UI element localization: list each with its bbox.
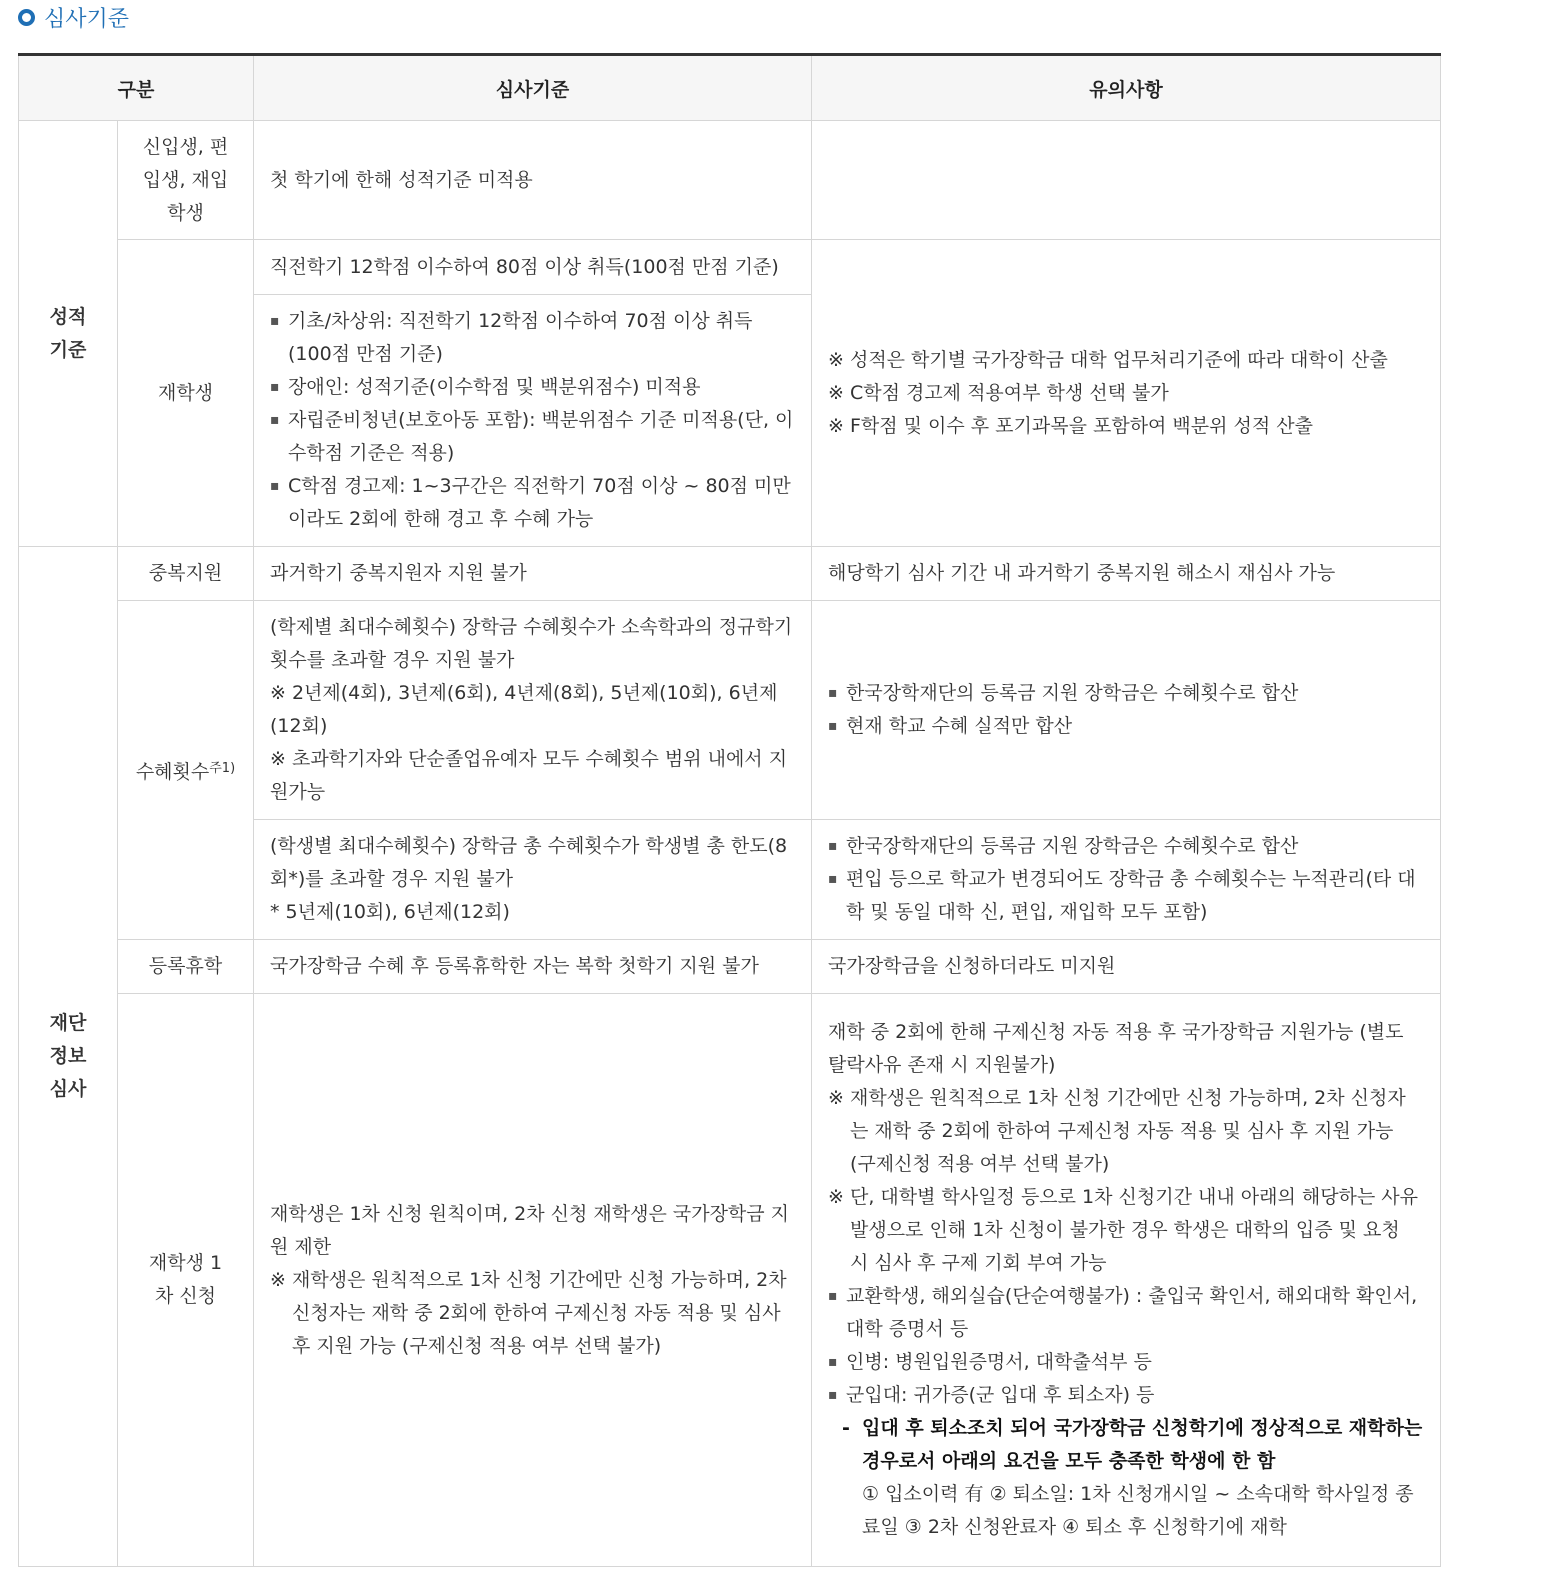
- sub-label: 신입생, 편입생, 재입학생: [142, 135, 229, 224]
- table-header-row: [19, 55, 1441, 121]
- bullet-ring-icon: [18, 9, 35, 26]
- sub-freshmen: [118, 121, 254, 240]
- list-item: ▪ C학점 경고제: 1~3구간은 직전학기 70점 이상 ~ 80점 미만이라도 2회에 한해 경고 후 수혜 가능: [270, 470, 795, 536]
- list-item: ▪ 장애인: 성적기준(이수학점 및 백분위점수) 미적용: [270, 371, 795, 404]
- list-item: ▪ 한국장학재단의 등록금 지원 장학금은 수혜횟수로 합산: [828, 830, 1424, 863]
- list-item: ▪ 한국장학재단의 등록금 지원 장학금은 수혜횟수로 합산: [828, 677, 1424, 710]
- notes-freshmen: [812, 121, 1441, 240]
- sub-label: 수혜횟수: [135, 760, 210, 783]
- category-grades: [19, 121, 118, 547]
- table-row: [19, 601, 1441, 820]
- notes-leave: 국가장학금을 신청하더라도 미지원: [812, 940, 1441, 994]
- criteria-leave: 국가장학금 수혜 후 등록휴학한 자는 복학 첫학기 지원 불가: [254, 940, 812, 994]
- notes-count-2: [812, 820, 1441, 940]
- criteria-enrolled-list: [254, 295, 812, 547]
- list-item: ▪ 교환학생, 해외실습(단순여행불가) : 출입국 확인서, 해외대학 확인서, 대학 증명서 등: [828, 1280, 1424, 1346]
- note-intro: 재학 중 2회에 한해 구제신청 자동 적용 후 국가장학금 지원가능 (별도 탈락사유 존재 시 지원불가): [828, 1021, 1404, 1076]
- footnote-mark: 주1): [209, 760, 236, 776]
- sub-label: 재학생 1차 신청: [148, 1252, 223, 1307]
- criteria-first: [254, 994, 812, 1567]
- criteria-freshmen: 첫 학기에 한해 성적기준 미적용: [254, 121, 812, 240]
- criteria-line: (학제별 최대수혜횟수) 장학금 수혜횟수가 소속학과의 정규학기 횟수를 초과할 경우 지원 불가: [270, 616, 793, 671]
- criteria-enrolled-main: 직전학기 12학점 이수하여 80점 이상 취득(100점 만점 기준): [254, 240, 812, 295]
- list-item: ▪ 자립준비청년(보호아동 포함): 백분위점수 기준 미적용(단, 이수학점 기준은 적용): [270, 404, 795, 470]
- list-item: ▪ 군입대: 귀가증(군 입대 후 퇴소자) 등: [828, 1379, 1424, 1412]
- note-conditions: ① 입소이력 有 ② 퇴소일: 1차 신청개시일 ~ 소속대학 학사일정 종료일 ③ 2차 신청완료자 ④ 퇴소 후 신청학기에 재학: [862, 1483, 1414, 1538]
- sub-enrolled: 재학생: [118, 240, 254, 547]
- note-ref: ※ 재학생은 원칙적으로 1차 신청 기간에만 신청 가능하며, 2차 신청자는 재학 중 2회에 한하여 구제신청 자동 적용 및 심사 후 지원 가능 (구제신청 적용 여부 선택 불가): [828, 1087, 1406, 1175]
- table-row: [19, 240, 1441, 295]
- criteria-line: 재학생은 1차 신청 원칙이며, 2차 신청 재학생은 국가장학금 지원 제한: [270, 1202, 790, 1258]
- category-label: 성적 기준: [49, 305, 87, 361]
- section-title: 심사기준: [44, 6, 130, 32]
- table-row: [19, 940, 1441, 994]
- note-line: ※ F학점 및 이수 후 포기과목을 포함하여 백분위 성적 산출: [828, 414, 1313, 437]
- note-line: ※ C학점 경고제 적용여부 학생 선택 불가: [828, 381, 1169, 404]
- list-item: ▪ 인병: 병원입원증명서, 대학출석부 등: [828, 1346, 1424, 1379]
- criteria-line: (학생별 최대수혜횟수) 장학금 총 수혜횟수가 학생별 총 한도(8회*)를 초과할 경우 지원 불가: [270, 835, 788, 890]
- table-row: [19, 547, 1441, 601]
- section-heading: [18, 0, 129, 34]
- header-notes: 유의사항: [812, 55, 1441, 121]
- sub-leave: 등록휴학: [118, 940, 254, 994]
- category-financial: [19, 547, 118, 1567]
- criteria-line: ※ 초과학기자와 단순졸업유예자 모두 수혜횟수 범위 내에서 지원가능: [270, 748, 788, 803]
- header-criteria: 심사기준: [254, 55, 812, 121]
- header-category: 구분: [19, 55, 254, 121]
- criteria-table: [18, 53, 1441, 1567]
- notes-enrolled: [812, 240, 1441, 547]
- criteria-line: ※ 2년제(4회), 3년제(6회), 4년제(8회), 5년제(10회), 6년제 (12회): [270, 682, 778, 737]
- note-line: ※ 성적은 학기별 국가장학금 대학 업무처리기준에 따라 대학이 산출: [828, 348, 1388, 371]
- sub-first: [118, 994, 254, 1567]
- criteria-note: ※ 재학생은 원칙적으로 1차 신청 기간에만 신청 가능하며, 2차 신청자는 재학 중 2회에 한하여 구제신청 자동 적용 및 심사 후 지원 가능 (구제신청 적용 여부 선택 불가): [270, 1268, 787, 1357]
- table-row: [19, 121, 1441, 240]
- note-emphasis: - 입대 후 퇴소조치 되어 국가장학금 신청학기에 정상적으로 재학하는 경우로서 아래의 요건을 모두 충족한 학생에 한 함: [828, 1412, 1424, 1478]
- notes-count-1: [812, 601, 1441, 820]
- notes-duplicate: 해당학기 심사 기간 내 과거학기 중복지원 해소시 재심사 가능: [812, 547, 1441, 601]
- list-item: ▪ 현재 학교 수혜 실적만 합산: [828, 710, 1424, 743]
- notes-first: [812, 994, 1441, 1567]
- sub-duplicate: 중복지원: [118, 547, 254, 601]
- criteria-count-1: [254, 601, 812, 820]
- list-item: ▪ 편입 등으로 학교가 변경되어도 장학금 총 수혜횟수는 누적관리(타 대학 및 동일 대학 신, 편입, 재입학 모두 포함): [828, 863, 1424, 929]
- criteria-line: * 5년제(10회), 6년제(12회): [270, 901, 510, 923]
- table-row: [19, 994, 1441, 1567]
- note-ref: ※ 단, 대학별 학사일정 등으로 1차 신청기간 내내 아래의 해당하는 사유발생으로 인해 1차 신청이 불가한 경우 학생은 대학의 입증 및 요청 시 심사 후 구제 기회 부여 가능: [828, 1186, 1419, 1274]
- criteria-count-2: [254, 820, 812, 940]
- list-item: ▪ 기초/차상위: 직전학기 12학점 이수하여 70점 이상 취득 (100점 만점 기준): [270, 305, 795, 371]
- sub-count: [118, 601, 254, 940]
- criteria-duplicate: 과거학기 중복지원자 지원 불가: [254, 547, 812, 601]
- category-label: 재단 정보 심사: [49, 1012, 87, 1100]
